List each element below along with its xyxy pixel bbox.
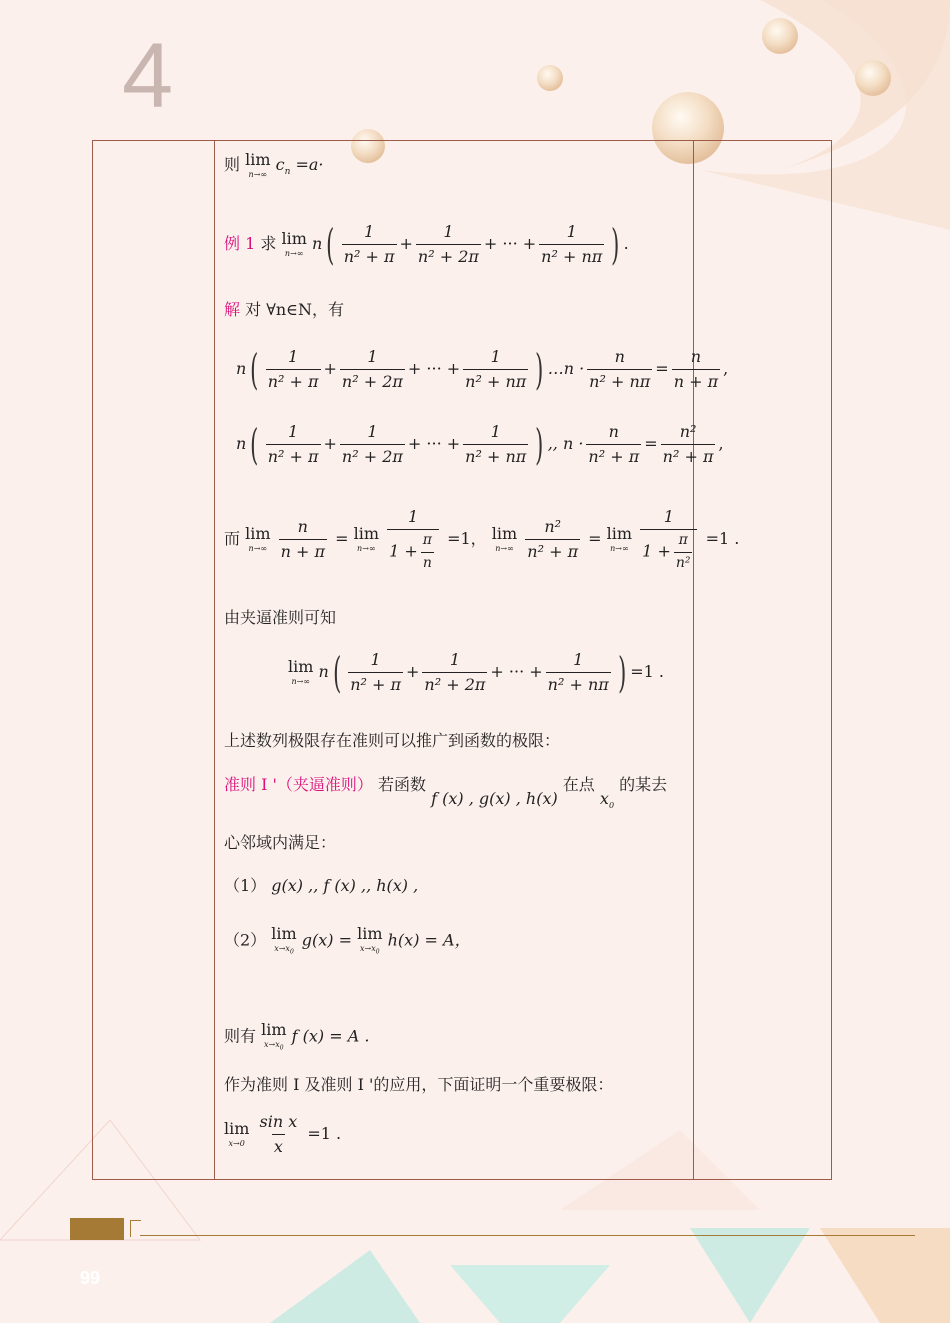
example-1: 例 1 求 lim n→∞ n( $\frac{1}{\text{n² + π}}$ + $\frac{1}{\text{n² + 2π}}$ + ··· + $\frac{1}{\text{n² + nπ}}$ ) . (224, 219, 629, 269)
expr-c: c (275, 155, 285, 174)
solution-text: 对 ∀n∈N，有 (245, 300, 345, 319)
important-limit: lim x→0 $\frac{\text{sin x}}{x}$ =1 . (224, 1112, 342, 1156)
footer-rule (140, 1235, 915, 1236)
chapter-number: 4 (122, 25, 174, 127)
criterion-line: 准则 I '（夹逼准则） 若函数 f (x) , g(x) , h(x) 在点 $x_0$ 的某去 (224, 775, 668, 811)
frame-divider-right (693, 141, 694, 1179)
text-ze: 则 (224, 155, 241, 174)
line-limit-cn: 则 lim n→∞ $c_n =a\cdot$ (224, 150, 324, 179)
expr-equals-a: =a· (295, 155, 324, 174)
frac-1-n2pi: $\frac{1}{\text{n² + π}}$ (343, 222, 395, 266)
inequality-2: n( $\frac{1}{\text{n² + π}}$ + $\frac{1}{\text{n² + 2π}}$ + ··· + $\frac{1}{\text{n² + nπ}}$ ) ,, n · $\frac{n}{\text{n² + π}}$ = $\frac{\text{n²}}{\text{n² + π}}$ , (236, 419, 724, 469)
inequality-1: n( $\frac{1}{\text{n² + π}}$ + $\frac{1}{\text{n² + 2π}}$ + ··· + $\frac{1}{\text{n² + nπ}}$ ) …n · $\frac{n}{\text{n² + nπ}}$ = $\frac{n}{n + \pi}$ , (236, 344, 729, 394)
text-er: 而 (224, 529, 241, 548)
example-label: 例 1 (224, 234, 256, 253)
condition-1: （1） g(x) ,, f (x) ,, h(x) , (224, 876, 419, 895)
lim-operator: lim n→∞ (245, 150, 271, 179)
limits-line: 而 lim n→∞ $\frac{n}{n + \pi}$ = lim n→∞ 1 1 + $\frac{\pi}{n}$ =1， lim n→∞ $\frac{\text{n²}}{\text{n² + π}}$ = lim n→∞ 1 1 + $\frac{\pi}{\text{n²}}$ =1 . (224, 507, 740, 571)
conclusion: 则有 lim $x\to x_0$ f (x) = A . (224, 1020, 370, 1052)
solution-label: 解 (224, 300, 241, 319)
solution-line (224, 297, 344, 320)
example-text: 求 (260, 234, 277, 253)
frac-1-n22pi: $\frac{1}{\text{n² + 2π}}$ (417, 222, 479, 266)
criterion-line-2: 心邻域内满足： (224, 833, 337, 852)
main-content (224, 140, 740, 1180)
page-number: 99 (80, 1268, 101, 1288)
criterion-label: 准则 I '（夹逼准则） (224, 775, 373, 794)
squeeze-result: lim n→∞ n( $\frac{1}{\text{n² + π}}$ + $\frac{1}{\text{n² + 2π}}$ + ··· + $\frac{1}{\text{n² + nπ}}$ ) =1 . (288, 647, 664, 697)
condition-2: （2） lim $x\to x_0$ g(x) = lim $x\to x_0$ h(x) = A， (224, 924, 471, 956)
frac-1-n2npi: $\frac{1}{\text{n² + nπ}}$ (541, 222, 603, 266)
lim-operator: lim n→∞ (281, 229, 307, 258)
generalize-text: 上述数列极限存在准则可以推广到函数的极限： (224, 731, 561, 750)
frame-divider-left (214, 141, 215, 1179)
footer-accent-bar (70, 1218, 124, 1240)
proof-text: 作为准则 I 及准则 I '的应用，下面证明一个重要极限： (224, 1075, 614, 1094)
squeeze-text: 由夹逼准则可知 (224, 608, 337, 627)
